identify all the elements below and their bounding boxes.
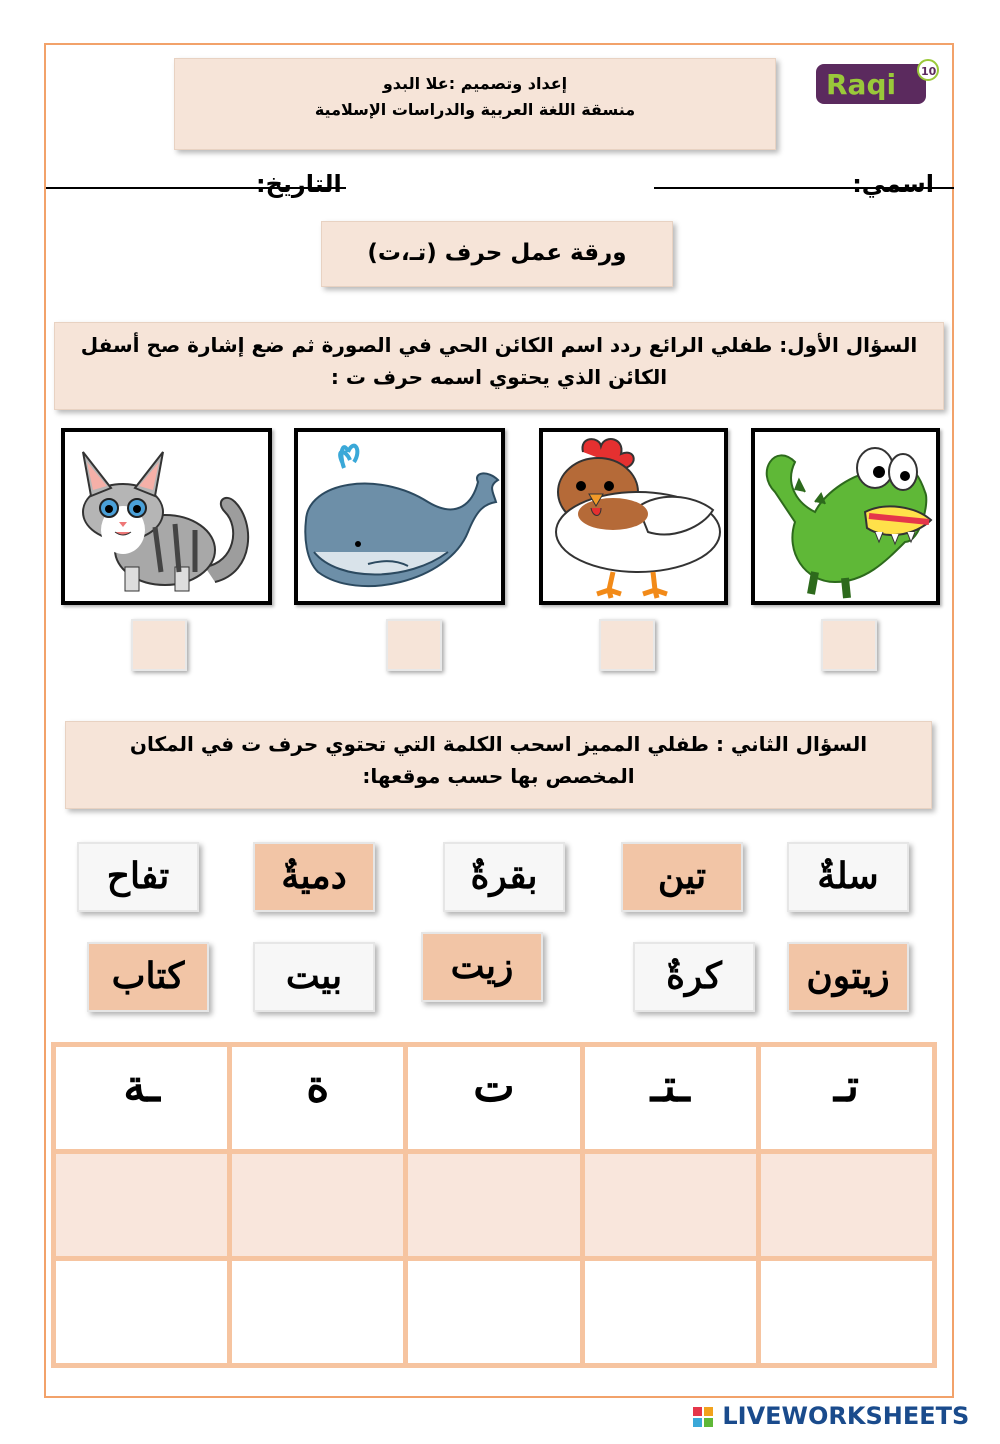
liveworksheets-icon xyxy=(692,1406,714,1428)
hen-image xyxy=(539,428,728,605)
cat-image xyxy=(61,428,272,605)
drop-zone[interactable] xyxy=(232,1261,403,1363)
question-2 xyxy=(65,721,932,809)
drop-zone[interactable] xyxy=(585,1261,756,1363)
word-tile[interactable]: تفاح xyxy=(77,842,199,912)
word-tile[interactable]: سلةٌ xyxy=(787,842,909,912)
whale-checkbox[interactable] xyxy=(386,619,442,671)
liveworksheets-text: LIVEWORKSHEETS xyxy=(722,1402,970,1430)
question-2-line-2: المخصص بها حسب موقعها: xyxy=(362,764,635,788)
word-tile[interactable]: كرةٌ xyxy=(633,942,755,1012)
drop-grid xyxy=(51,1042,937,1368)
header-author: إعداد وتصميم :علا البدو xyxy=(382,74,568,93)
question-1-line-1: السؤال الأول: طفلي الرائع ردد اسم الكائن الحي في الصورة ثم ضع إشارة صح أسفل xyxy=(80,333,918,357)
grid-header: ة xyxy=(232,1047,403,1149)
grid-header: تـ xyxy=(761,1047,932,1149)
drop-zone[interactable] xyxy=(56,1261,227,1363)
word-tile[interactable]: تين xyxy=(621,842,743,912)
svg-text:10: 10 xyxy=(921,65,937,78)
date-label: التاريخ: xyxy=(256,170,342,198)
name-line[interactable] xyxy=(654,187,954,189)
grid-header: ت xyxy=(408,1047,579,1149)
word-tile[interactable]: كتاب xyxy=(87,942,209,1012)
drop-zone[interactable] xyxy=(761,1261,932,1363)
crocodile-image xyxy=(751,428,940,605)
drop-zone[interactable] xyxy=(408,1154,579,1256)
grid-header: ـتـ xyxy=(585,1047,756,1149)
question-1-line-2: الكائن الذي يحتوي اسمه حرف ت : xyxy=(330,365,668,389)
question-1 xyxy=(54,322,944,410)
drop-zone[interactable] xyxy=(408,1261,579,1363)
word-tile[interactable]: بيت xyxy=(253,942,375,1012)
drop-zone[interactable] xyxy=(232,1154,403,1256)
drop-zone[interactable] xyxy=(585,1154,756,1256)
liveworksheets-logo xyxy=(692,1402,969,1430)
header-role: منسقة اللغة العربية والدراسات الإسلامية xyxy=(314,100,636,119)
name-label: اسمي: xyxy=(852,170,934,198)
hen-checkbox[interactable] xyxy=(599,619,655,671)
drop-zone[interactable] xyxy=(56,1154,227,1256)
word-tile[interactable]: دميةٌ xyxy=(253,842,375,912)
crocodile-checkbox[interactable] xyxy=(821,619,877,671)
worksheet-title: ورقة عمل حرف (تـ،ت) xyxy=(321,221,673,287)
drop-zone[interactable] xyxy=(761,1154,932,1256)
word-tile[interactable]: زيت xyxy=(421,932,543,1002)
word-tile[interactable]: بقرةٌ xyxy=(443,842,565,912)
whale-image xyxy=(294,428,505,605)
svg-text:Raqi: Raqi xyxy=(826,68,897,101)
raqi-logo xyxy=(814,58,942,110)
cat-checkbox[interactable] xyxy=(131,619,187,671)
word-tile[interactable]: زيتون xyxy=(787,942,909,1012)
date-line[interactable] xyxy=(46,187,346,189)
grid-header: ـة xyxy=(56,1047,227,1149)
header-box xyxy=(174,58,776,150)
question-2-line-1: السؤال الثاني : طفلي المميز اسحب الكلمة التي تحتوي حرف ت في المكان xyxy=(129,732,868,756)
